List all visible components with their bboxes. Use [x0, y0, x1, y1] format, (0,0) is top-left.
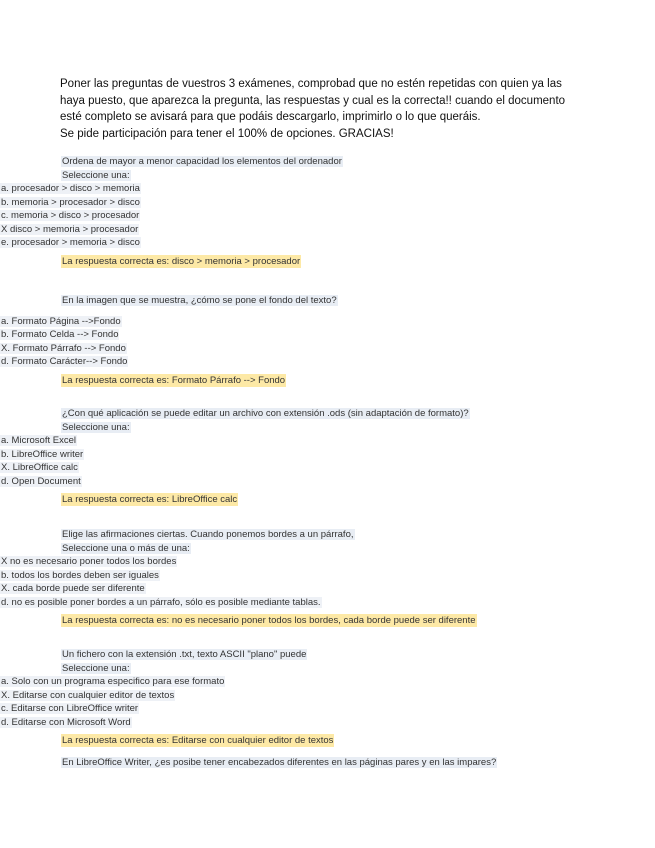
question-block [0, 155, 655, 269]
question-block [0, 407, 655, 507]
answer-option: c. Editarse con LibreOffice writer [1, 703, 139, 714]
intro-line: esté completo se avisará para que podáis descargarlo, imprimirlo o lo que queráis. [60, 111, 481, 123]
question-text: Un fichero con la extensión .txt, texto ASCII "plano" puede [62, 649, 307, 660]
answer-option: d. no es posible poner bordes a un párrafo, sólo es posible mediante tablas. [1, 596, 321, 608]
answer-option: b. Formato Celda --> Fondo [1, 329, 119, 340]
answer-option: X disco > memoria > procesador [1, 223, 139, 235]
correct-answer: La respuesta correcta es: disco > memoria > procesador [62, 255, 301, 267]
question-instruction: Seleccione una o más de una: [62, 542, 190, 554]
question-block [0, 294, 655, 388]
answer-option: a. Microsoft Excel [1, 435, 76, 446]
correct-answer: La respuesta correcta es: Formato Párrafo --> Fondo [62, 374, 286, 386]
question-text: ¿Con qué aplicación se puede editar un archivo con extensión .ods (sin adaptación de formato)? [62, 408, 469, 419]
question-text: Ordena de mayor a menor capacidad los elementos del ordenador [62, 156, 342, 167]
answer-option: c. memoria > disco > procesador [1, 210, 140, 221]
intro-line: Poner las preguntas de vuestros 3 exámenes, comprobad que no estén repetidas con quien ya las [60, 78, 562, 90]
question-block [0, 648, 655, 748]
answer-option: d. Open Document [1, 475, 81, 487]
question-text: En la imagen que se muestra, ¿cómo se pone el fondo del texto? [62, 295, 337, 306]
answer-option: b. todos los bordes deben ser iguales [1, 569, 159, 581]
answer-option: X. Formato Párrafo --> Fondo [1, 342, 126, 354]
question-instruction: Seleccione una: [62, 169, 130, 181]
intro-line: haya puesto, que aparezca la pregunta, las respuestas y cual es la correcta!! cuando el documento [60, 94, 566, 107]
correct-answer: La respuesta correcta es: Editarse con cualquier editor de textos [62, 735, 334, 746]
answer-option: d. Formato Carácter--> Fondo [1, 356, 128, 367]
answer-option: a. Solo con un programa especifico para ese formato [1, 676, 225, 687]
answer-option: X. cada borde puede ser diferente [1, 583, 145, 594]
correct-answer: La respuesta correcta es: no es necesario poner todos los bordes, cada borde puede ser diferente [62, 615, 476, 626]
question-instruction: Seleccione una: [62, 662, 130, 674]
intro-line: Se pide participación para tener el 100% de opciones. GRACIAS! [60, 127, 394, 140]
answer-option: b. memoria > procesador > disco [1, 196, 140, 208]
question-block [0, 756, 655, 770]
correct-answer: La respuesta correcta es: LibreOffice calc [62, 494, 238, 505]
answer-option: e. procesador > memoria > disco [1, 237, 140, 248]
question-instruction: Seleccione una: [62, 421, 130, 433]
answer-option: X. LibreOffice calc [1, 462, 78, 473]
answer-option: b. LibreOffice writer [1, 448, 84, 460]
answer-option: X no es necesario poner todos los bordes [1, 556, 177, 567]
answer-option: X. Editarse con cualquier editor de textos [1, 689, 175, 701]
answer-option: d. Editarse con Microsoft Word [1, 716, 131, 728]
question-text: Elige las afirmaciones ciertas. Cuando ponemos bordes a un párrafo, [62, 529, 354, 540]
answer-option: a. Formato Página -->Fondo [1, 315, 121, 327]
answer-option: a. procesador > disco > memoria [1, 183, 140, 194]
question-text: En LibreOffice Writer, ¿es posibe tener encabezados diferentes en las páginas pares y en las impares? [62, 757, 497, 768]
question-block [0, 528, 655, 628]
intro-paragraph [60, 76, 600, 142]
